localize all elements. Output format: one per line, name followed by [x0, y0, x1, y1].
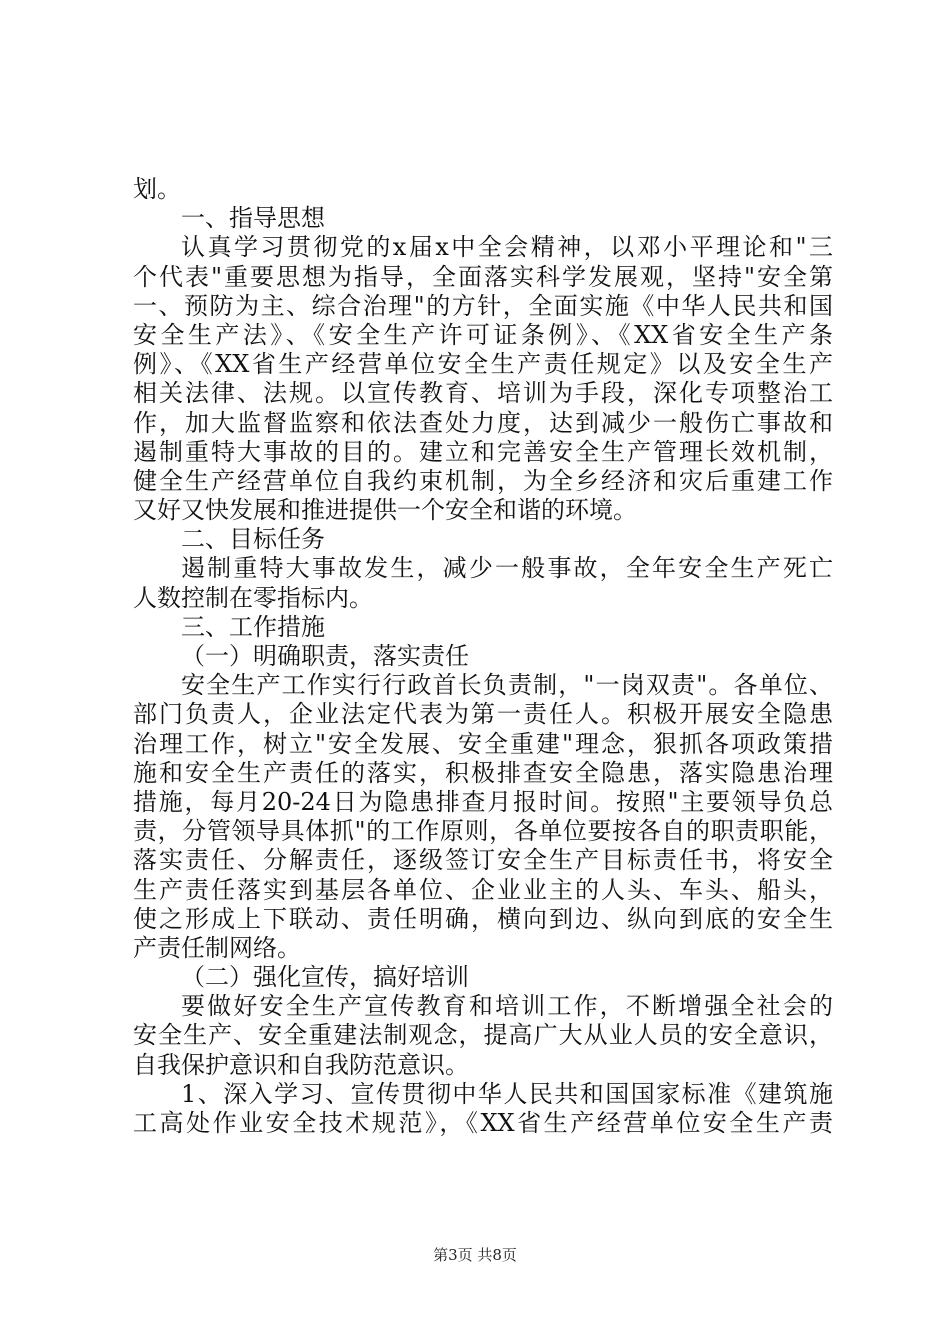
text-line: 工高处作业安全技术规范》，《XX省生产经营单位安全生产责	[133, 1109, 833, 1137]
text-line: （二）强化宣传，搞好培训	[181, 963, 469, 992]
text-line: 1、深入学习、宣传贯彻中华人民共和国国家标准《建筑施	[181, 1079, 833, 1108]
text-line: 二、目标任务	[181, 525, 325, 554]
text-line: 一、预防为主、综合治理"的方针，全面实施《中华人民共和国	[133, 291, 833, 320]
text-line: （一）明确职责，落实责任	[181, 642, 469, 670]
text-line: 责，分管领导具体抓"的工作原则，各单位要按各自的职责职能，	[133, 817, 833, 846]
text-line: 人数控制在零指标内。	[133, 583, 373, 612]
text-line: 相关法律、法规。以宣传教育、培训为手段，深化专项整治工	[133, 379, 833, 408]
text-line: 自我保护意识和自我防范意识。	[133, 1050, 469, 1079]
text-line: 划。	[133, 175, 181, 203]
text-line: 使之形成上下联动、责任明确，横向到边、纵向到底的安全生	[133, 904, 833, 933]
text-line: 安全生产、安全重建法制观念，提高广大从业人员的安全意识，	[133, 1021, 833, 1050]
text-line: 例》、《XX省生产经营单位安全生产责任规定》以及安全生产	[133, 350, 833, 379]
text-line: 健全生产经营单位自我约束机制，为全乡经济和灾后重建工作	[133, 466, 833, 495]
text-line: 遏制重特大事故发生，减少一般事故，全年安全生产死亡	[181, 554, 833, 583]
text-line: 产责任制网络。	[133, 933, 301, 962]
text-line: 个代表"重要思想为指导，全面落实科学发展观，坚持"安全第	[133, 262, 833, 291]
page-footer: 第3页 共8页	[433, 1246, 517, 1264]
text-line: 治理工作，树立"安全发展、安全重建"理念，狠抓各项政策措	[133, 729, 833, 758]
document-body	[133, 175, 833, 1138]
text-line: 一、指导思想	[181, 204, 325, 233]
text-line: 要做好安全生产宣传教育和培训工作，不断增强全社会的	[181, 992, 833, 1021]
text-line: 施和安全生产责任的落实，积极排查安全隐患，落实隐患治理	[133, 758, 833, 787]
text-line: 三、工作措施	[181, 612, 325, 641]
text-line: 遏制重特大事故的目的。建立和完善安全生产管理长效机制，	[133, 437, 833, 466]
text-line: 又好又快发展和推进提供一个安全和谐的环境。	[133, 496, 637, 525]
text-line: 安全生产法》、《安全生产许可证条例》、《XX省安全生产条	[133, 320, 833, 349]
text-line: 认真学习贯彻党的x届x中全会精神，以邓小平理论和"三	[181, 233, 833, 262]
text-line: 生产责任落实到基层各单位、企业业主的人头、车头、船头，	[133, 875, 833, 904]
text-line: 安全生产工作实行行政首长负责制，"一岗双责"。各单位、	[181, 671, 833, 700]
text-line: 作，加大监督监察和依法查处力度，达到减少一般伤亡事故和	[133, 408, 833, 437]
text-line: 落实责任、分解责任，逐级签订安全生产目标责任书，将安全	[133, 846, 833, 875]
text-line: 部门负责人，企业法定代表为第一责任人。积极开展安全隐患	[133, 700, 833, 729]
text-line: 措施，每月20-24日为隐患排查月报时间。按照"主要领导负总	[133, 787, 833, 816]
